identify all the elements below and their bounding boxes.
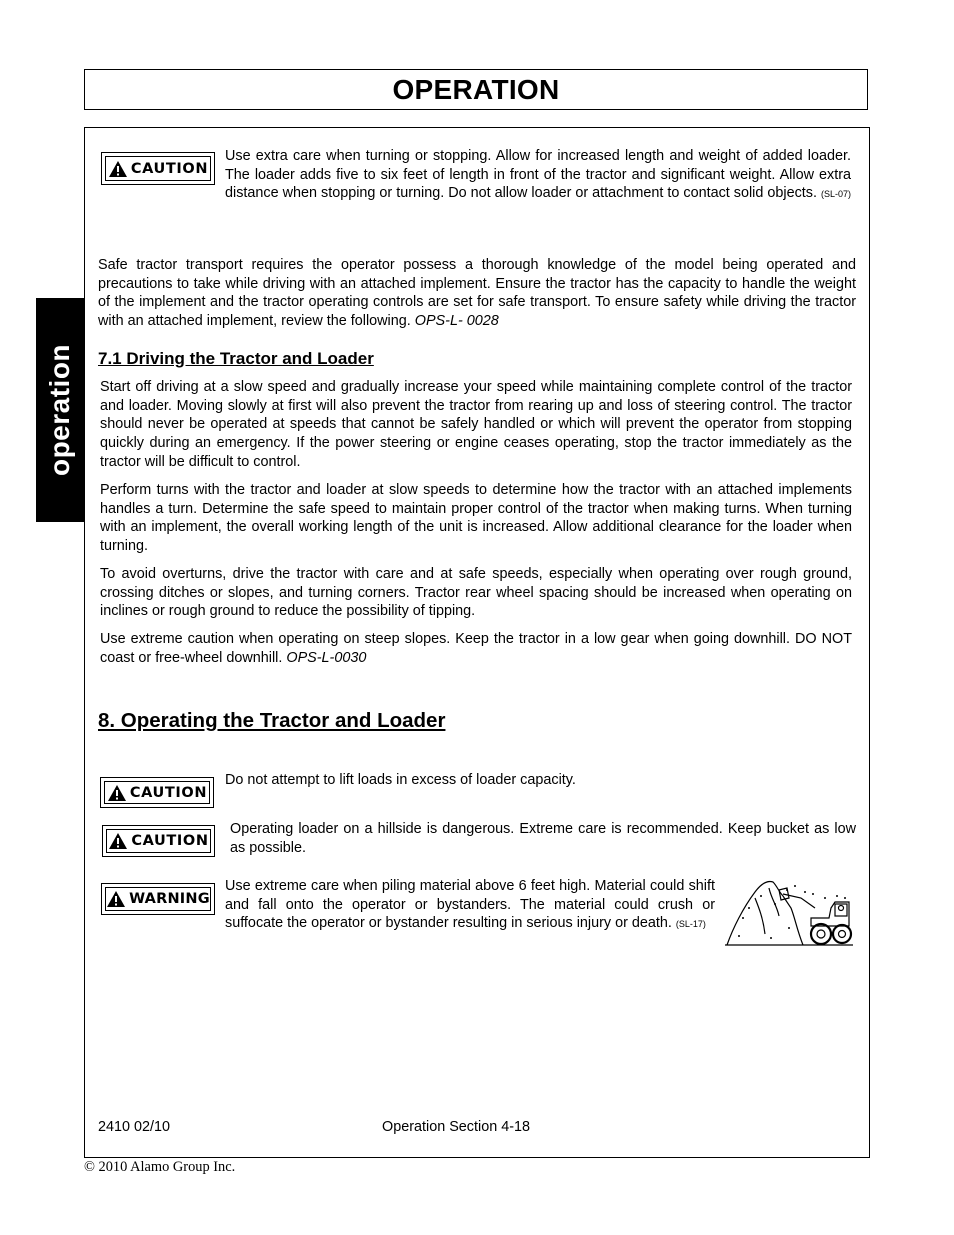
- tractor-loader-pile-illustration: [725, 878, 855, 948]
- warning-triangle-icon: [108, 832, 128, 850]
- warning-body: Use extreme care when piling material above 6 feet high. Material could shift and fall onto the operator or bystanders. The material could crush or suffocate the operator or bystander resulting in serious injury or death.: [225, 878, 715, 932]
- warning-triangle-icon: [106, 890, 126, 908]
- warning-text: [225, 877, 715, 934]
- caution-3-text: Operating loader on a hillside is dangerous. Extreme care is recommended. Keep bucket as low as possible.: [230, 821, 856, 856]
- caution-2-text: Do not attempt to lift loads in excess of loader capacity.: [225, 772, 576, 788]
- section-7-1-p4-code: OPS-L-0030: [286, 649, 367, 666]
- section-7-1-heading: 7.1 Driving the Tractor and Loader: [98, 349, 374, 368]
- side-tab-label: operation: [44, 343, 75, 477]
- section-7-1-p1: Start off driving at a slow speed and gradually increase your speed while maintaining complete control of the tractor and loader. Moving slowly at first will also prevent the tractor from rearing up and loss of steering control. The tractor should never be operated at speeds that cannot be safely handled or which will prevent the operator from stopping quickly during an emergency. If the power steering or engine ceases operating, stop the tractor immediately as the tractor will be difficult to control.: [100, 379, 852, 470]
- section-7-1-p4-body: Use extreme caution when operating on steep slopes. Keep the tractor in a low gear when going downhill. DO NOT coast or free-wheel downhill.: [100, 631, 852, 666]
- warning-code: (SL-17): [675, 919, 706, 930]
- section-7-1-p4: [100, 630, 852, 667]
- warning-triangle-icon: [108, 160, 128, 178]
- section-7-1-p2: Perform turns with the tractor and loader at slow speeds to determine how the tractor with an attached implements handles a turn. Determine the safe speed to maintain proper control of the tractor when making turns. When turning with an implement, the overall working length of the unit is increased. Allow additional clearance for the loader when turning.: [100, 482, 852, 555]
- footer-section: Operation Section 4-18: [382, 1119, 530, 1135]
- section-8-heading: 8. Operating the Tractor and Loader: [98, 709, 446, 732]
- warning-label: WARNING: [129, 891, 210, 907]
- caution-sign: [101, 152, 215, 185]
- intro-body: Safe tractor transport requires the operator possess a thorough knowledge of the model being operated and precautions to take while driving with an attached implement. Ensure the tractor has the capacity to handle the weight of the implement and the tractor operating controls are set for safe transport. To ensure safety while driving the tractor with an attached implement, review the following.: [98, 257, 856, 330]
- warning-sign: [101, 883, 215, 915]
- footer-model-date: 2410 02/10: [98, 1119, 171, 1135]
- intro-code: OPS-L- 0028: [414, 313, 499, 330]
- caution-label: CAUTION: [131, 833, 209, 849]
- page-header: [84, 69, 868, 110]
- caution-1-text: [225, 147, 851, 204]
- copyright: © 2010 Alamo Group Inc.: [84, 1159, 236, 1175]
- page-title: OPERATION: [392, 73, 560, 105]
- intro-paragraph: [98, 256, 856, 331]
- caution-label: CAUTION: [130, 160, 209, 177]
- caution-1-code: (SL-07): [820, 189, 851, 200]
- caution-1-body: Use extra care when turning or stopping. Allow for increased length and weight of added loader. The loader adds five to six feet of length in front of the tractor and significant weight. Allow extra distance when stopping or turning. Do not allow loader or attachment to contact solid objects.: [225, 148, 851, 202]
- caution-sign: [100, 777, 214, 808]
- side-tab: [36, 298, 84, 522]
- section-7-1-p3: To avoid overturns, drive the tractor with care and at safe speeds, especially when operating over rough ground, crossing ditches or slopes, and turning corners. Tractor rear wheel spacing should be increased when operating on inclines or rough ground to reduce the possibility of tipping.: [100, 566, 852, 620]
- caution-label: CAUTION: [129, 784, 208, 801]
- caution-sign: [102, 825, 215, 857]
- warning-triangle-icon: [107, 784, 127, 802]
